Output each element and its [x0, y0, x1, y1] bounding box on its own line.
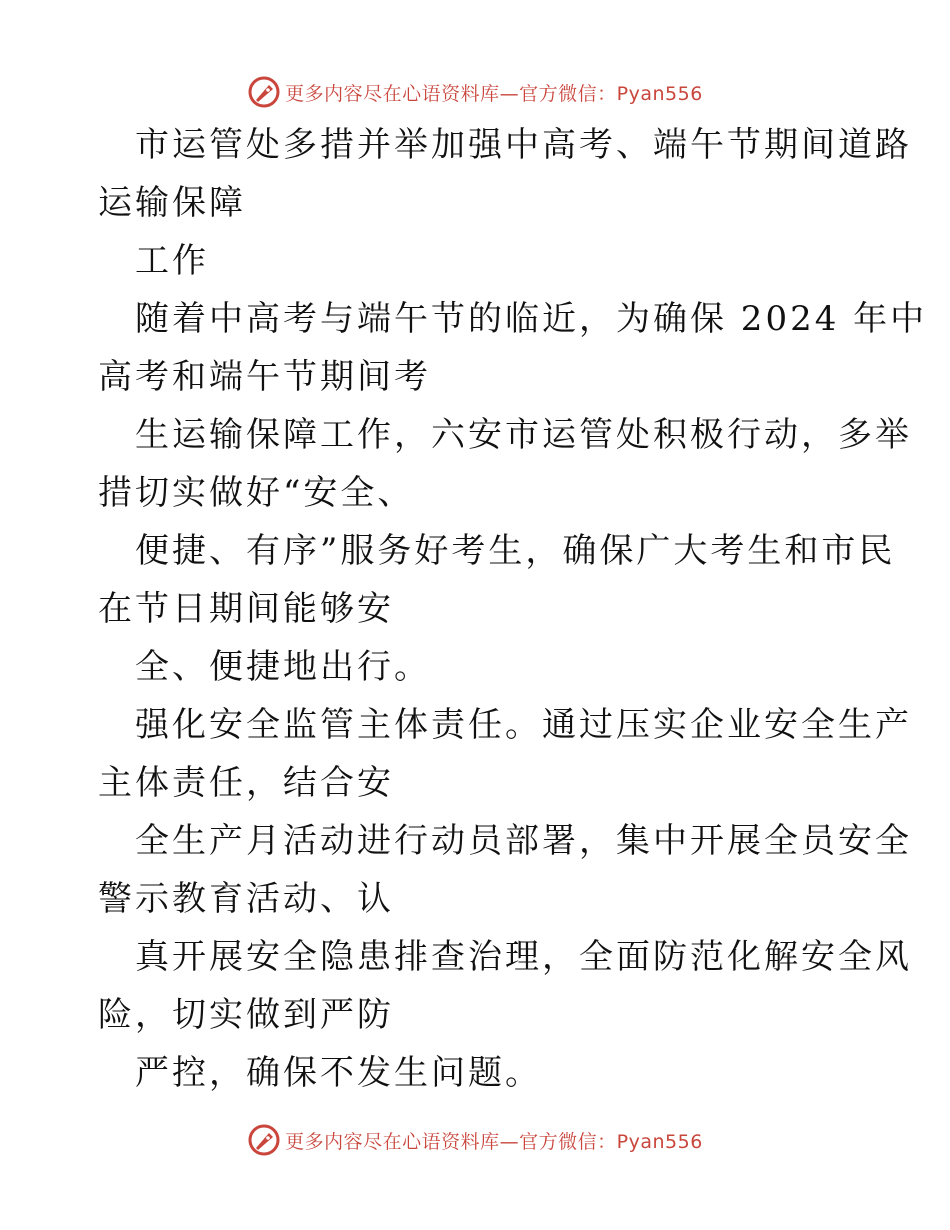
pen-nib-logo-icon: [247, 75, 281, 109]
text-line: 工作: [135, 241, 209, 281]
watermark-text: 更多内容尽在心语资料库—官方微信：Pyan556: [285, 82, 703, 105]
text-line: 严控，确保不发生问题。: [135, 1053, 542, 1093]
watermark-text: 更多内容尽在心语资料库—官方微信：Pyan556: [285, 1130, 703, 1153]
text-line: 随着中高考与端午节的临近，为确保 2024 年中: [135, 299, 928, 339]
text-line: 生运输保障工作，六安市运管处积极行动，多举: [135, 415, 912, 455]
header-watermark: [0, 72, 950, 112]
text-line: 全生产月活动进行动员部署，集中开展全员安全: [135, 821, 912, 861]
text-line: 警示教育活动、认: [98, 879, 394, 919]
footer-watermark: [0, 1120, 950, 1160]
text-line: 全、便捷地出行。: [135, 647, 431, 687]
text-line: 高考和端午节期间考: [98, 357, 431, 397]
text-line: 主体责任，结合安: [98, 763, 394, 803]
document-body: [98, 116, 928, 1102]
pen-nib-logo-icon: [247, 1123, 281, 1157]
text-line: 险，切实做到严防: [98, 995, 394, 1035]
text-line: 强化安全监管主体责任。通过压实企业安全生产: [135, 705, 912, 745]
text-line: 运输保障: [98, 183, 246, 223]
text-line: 市运管处多措并举加强中高考、端午节期间道路: [135, 125, 912, 165]
text-line: 便捷、有序”服务好考生，确保广大考生和市民: [135, 531, 896, 571]
text-line: 真开展安全隐患排查治理，全面防范化解安全风: [135, 937, 912, 977]
text-line: 在节日期间能够安: [98, 589, 394, 629]
text-line: 措切实做好“安全、: [98, 473, 415, 513]
